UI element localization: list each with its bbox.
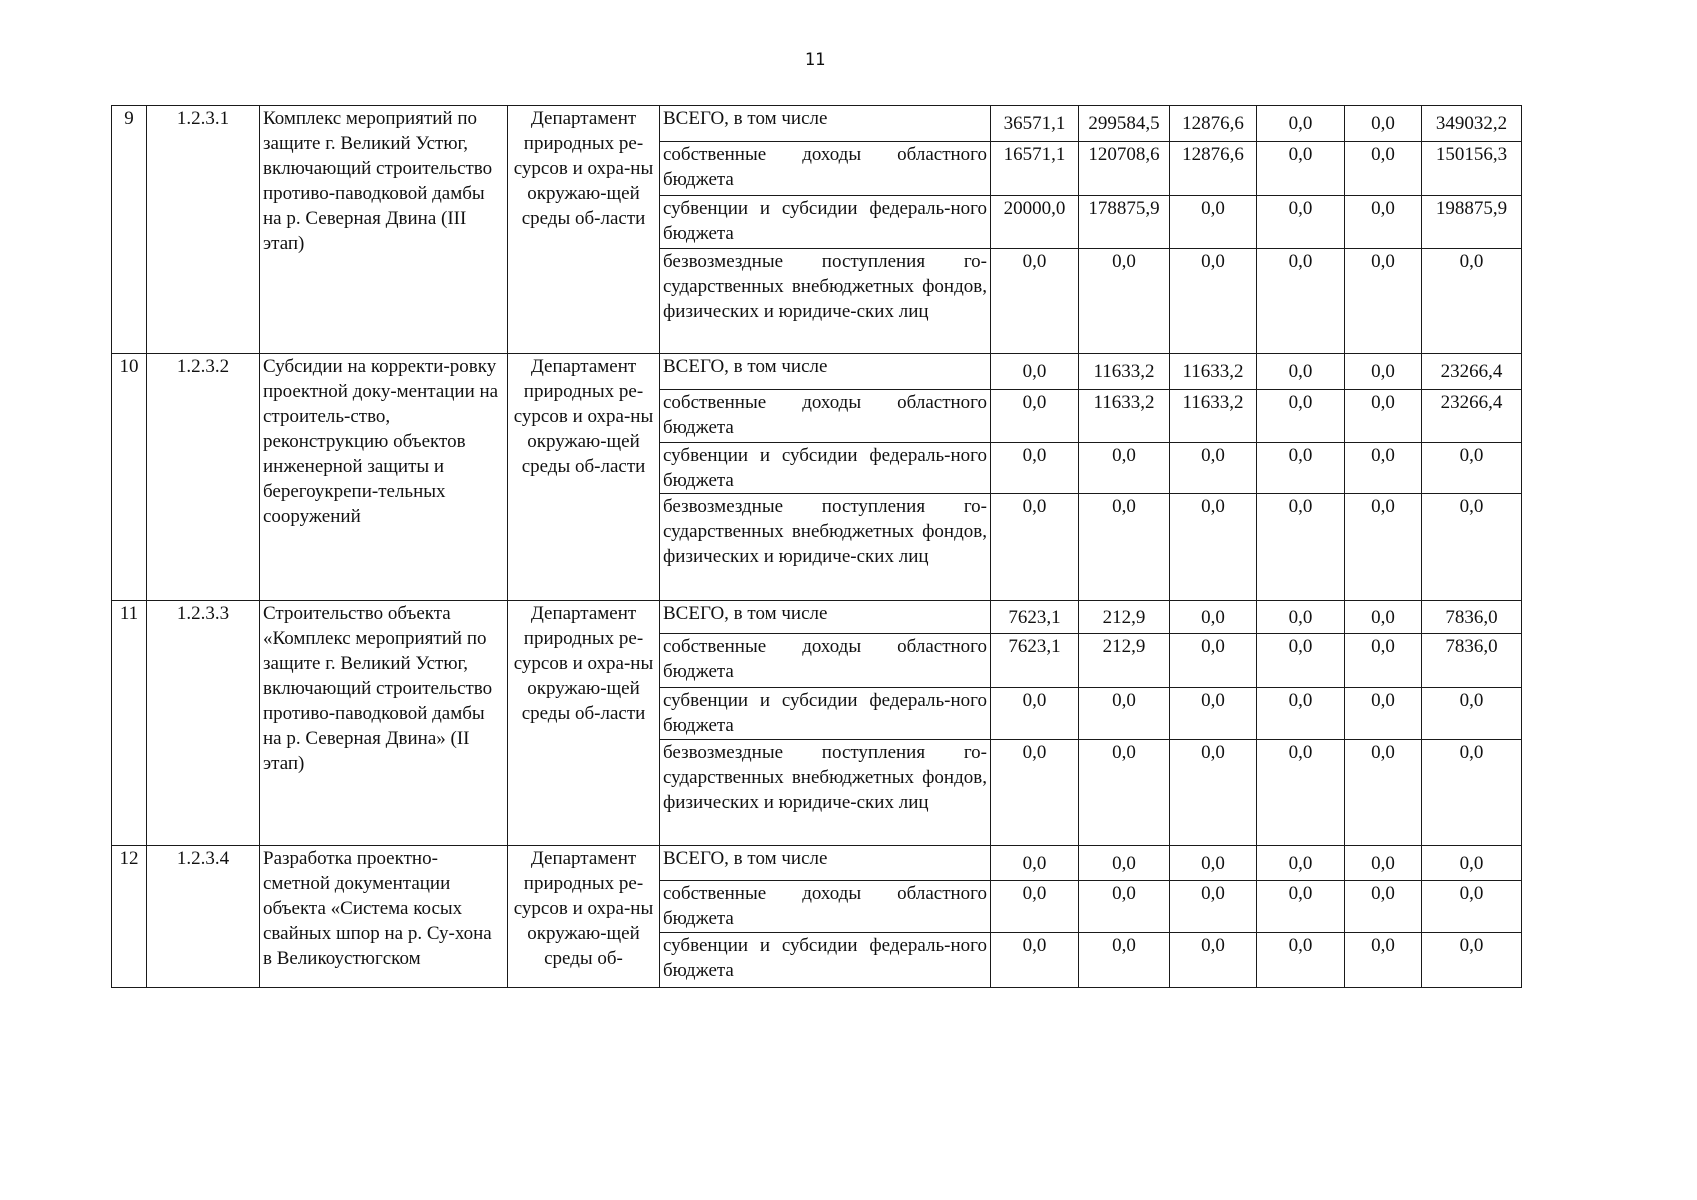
- value-cell: 11633,2: [1170, 354, 1257, 390]
- value-cell: 7623,1: [991, 634, 1079, 688]
- value-cell: 0,0: [1170, 846, 1257, 881]
- value-cell: 0,0: [1257, 443, 1345, 494]
- funding-source: собственные доходы областного бюджета: [660, 142, 991, 196]
- executor: Департамент природных ре-сурсов и охра-ны окружаю-щей среды об-ласти: [508, 106, 660, 354]
- value-total: 7836,0: [1422, 634, 1522, 688]
- value-cell: 0,0: [1170, 249, 1257, 354]
- value-cell: 0,0: [1257, 390, 1345, 443]
- value-cell: 0,0: [1170, 494, 1257, 601]
- value-cell: 120708,6: [1079, 142, 1170, 196]
- value-cell: 0,0: [991, 846, 1079, 881]
- value-total: 0,0: [1422, 249, 1522, 354]
- value-cell: 0,0: [1345, 354, 1422, 390]
- value-cell: 0,0: [1170, 196, 1257, 249]
- value-total: 23266,4: [1422, 354, 1522, 390]
- value-cell: 0,0: [991, 688, 1079, 740]
- value-cell: 0,0: [1079, 494, 1170, 601]
- table-row: [112, 106, 1522, 142]
- value-cell: 212,9: [1079, 634, 1170, 688]
- value-cell: 0,0: [1170, 443, 1257, 494]
- funding-source: субвенции и субсидии федераль-ного бюджета: [660, 688, 991, 740]
- funding-source: собственные доходы областного бюджета: [660, 881, 991, 933]
- value-cell: 0,0: [1345, 740, 1422, 846]
- value-total: 198875,9: [1422, 196, 1522, 249]
- value-cell: 20000,0: [991, 196, 1079, 249]
- funding-source: ВСЕГО, в том числе: [660, 354, 991, 390]
- value-cell: 0,0: [1079, 933, 1170, 988]
- budget-table: [111, 105, 1522, 988]
- value-cell: 0,0: [1170, 740, 1257, 846]
- value-cell: 0,0: [1079, 881, 1170, 933]
- value-cell: 0,0: [1257, 354, 1345, 390]
- value-cell: 299584,5: [1079, 106, 1170, 142]
- value-cell: 0,0: [1170, 634, 1257, 688]
- value-cell: 11633,2: [1079, 390, 1170, 443]
- measure-name: Строительство объекта «Комплекс мероприятий по защите г. Великий Устюг, включающий строительство противо-паводковой дамбы на р. Северная Двина» (II этап): [260, 601, 508, 846]
- measure-name: Разработка проектно-сметной документации объекта «Система косых свайных шпор на р. Су-хона в Великоустюгском: [260, 846, 508, 988]
- value-cell: 11633,2: [1079, 354, 1170, 390]
- value-cell: 0,0: [1079, 846, 1170, 881]
- funding-source: безвозмездные поступления го-сударственных внебюджетных фондов, физических и юридиче-ских лиц: [660, 494, 991, 601]
- value-cell: 0,0: [1170, 688, 1257, 740]
- value-cell: 0,0: [991, 494, 1079, 601]
- value-cell: 0,0: [1345, 601, 1422, 634]
- funding-source: ВСЕГО, в том числе: [660, 106, 991, 142]
- value-total: 0,0: [1422, 688, 1522, 740]
- value-cell: 0,0: [1257, 142, 1345, 196]
- value-cell: 0,0: [1257, 601, 1345, 634]
- value-cell: 0,0: [1345, 688, 1422, 740]
- measure-code: 1.2.3.2: [147, 354, 260, 601]
- value-cell: 0,0: [1257, 933, 1345, 988]
- measure-code: 1.2.3.1: [147, 106, 260, 354]
- funding-source: собственные доходы областного бюджета: [660, 390, 991, 443]
- value-cell: 0,0: [1079, 688, 1170, 740]
- value-cell: 0,0: [1257, 106, 1345, 142]
- value-cell: 0,0: [1345, 494, 1422, 601]
- table-row: [112, 354, 1522, 390]
- value-total: 23266,4: [1422, 390, 1522, 443]
- value-cell: 0,0: [1345, 846, 1422, 881]
- value-cell: 0,0: [1345, 634, 1422, 688]
- value-cell: 0,0: [991, 390, 1079, 443]
- value-total: 0,0: [1422, 881, 1522, 933]
- value-cell: 0,0: [1345, 249, 1422, 354]
- value-cell: 0,0: [1170, 601, 1257, 634]
- value-total: 0,0: [1422, 846, 1522, 881]
- table-row: [112, 846, 1522, 881]
- value-cell: 0,0: [1257, 494, 1345, 601]
- value-cell: 0,0: [991, 881, 1079, 933]
- value-cell: 178875,9: [1079, 196, 1170, 249]
- row-number: 9: [112, 106, 147, 354]
- value-cell: 0,0: [1345, 390, 1422, 443]
- funding-source: собственные доходы областного бюджета: [660, 634, 991, 688]
- value-cell: 0,0: [991, 443, 1079, 494]
- value-cell: 0,0: [1257, 196, 1345, 249]
- funding-source: субвенции и субсидии федераль-ного бюджета: [660, 443, 991, 494]
- value-cell: 0,0: [1345, 142, 1422, 196]
- value-cell: 0,0: [1345, 443, 1422, 494]
- funding-source: субвенции и субсидии федераль-ного бюджета: [660, 933, 991, 988]
- value-cell: 0,0: [1345, 881, 1422, 933]
- value-total: 0,0: [1422, 933, 1522, 988]
- value-cell: 0,0: [1257, 740, 1345, 846]
- value-cell: 7623,1: [991, 601, 1079, 634]
- measure-code: 1.2.3.4: [147, 846, 260, 988]
- value-total: 349032,2: [1422, 106, 1522, 142]
- measure-name: Субсидии на корректи-ровку проектной доку-ментации на строитель-ство, реконструкцию объектов инженерной защиты и берегоукрепи-тельных сооружений: [260, 354, 508, 601]
- value-total: 7836,0: [1422, 601, 1522, 634]
- page-number: 11: [804, 50, 826, 70]
- value-cell: 12876,6: [1170, 142, 1257, 196]
- value-cell: 0,0: [991, 933, 1079, 988]
- value-total: 0,0: [1422, 443, 1522, 494]
- value-cell: 12876,6: [1170, 106, 1257, 142]
- value-cell: 0,0: [1170, 933, 1257, 988]
- value-cell: 0,0: [1079, 249, 1170, 354]
- value-cell: 212,9: [1079, 601, 1170, 634]
- funding-source: ВСЕГО, в том числе: [660, 601, 991, 634]
- value-cell: 11633,2: [1170, 390, 1257, 443]
- value-cell: 16571,1: [991, 142, 1079, 196]
- table-row: [112, 601, 1522, 634]
- value-cell: 0,0: [1345, 106, 1422, 142]
- value-cell: 36571,1: [991, 106, 1079, 142]
- funding-source: безвозмездные поступления го-сударственных внебюджетных фондов, физических и юридиче-ских лиц: [660, 249, 991, 354]
- value-cell: 0,0: [1257, 881, 1345, 933]
- value-cell: 0,0: [1170, 881, 1257, 933]
- value-total: 150156,3: [1422, 142, 1522, 196]
- funding-source: безвозмездные поступления го-сударственных внебюджетных фондов, физических и юридиче-ских лиц: [660, 740, 991, 846]
- value-cell: 0,0: [991, 249, 1079, 354]
- executor: Департамент природных ре-сурсов и охра-ны окружаю-щей среды об-ласти: [508, 601, 660, 846]
- value-cell: 0,0: [1345, 196, 1422, 249]
- row-number: 12: [112, 846, 147, 988]
- measure-code: 1.2.3.3: [147, 601, 260, 846]
- value-cell: 0,0: [1079, 443, 1170, 494]
- value-total: 0,0: [1422, 494, 1522, 601]
- value-cell: 0,0: [1257, 634, 1345, 688]
- value-cell: 0,0: [1257, 249, 1345, 354]
- executor: Департамент природных ре-сурсов и охра-ны окружаю-щей среды об-ласти: [508, 354, 660, 601]
- funding-source: субвенции и субсидии федераль-ного бюджета: [660, 196, 991, 249]
- value-total: 0,0: [1422, 740, 1522, 846]
- value-cell: 0,0: [991, 354, 1079, 390]
- value-cell: 0,0: [1257, 846, 1345, 881]
- row-number: 11: [112, 601, 147, 846]
- value-cell: 0,0: [1345, 933, 1422, 988]
- value-cell: 0,0: [1257, 688, 1345, 740]
- row-number: 10: [112, 354, 147, 601]
- measure-name: Комплекс мероприятий по защите г. Великий Устюг, включающий строительство противо-паводковой дамбы на р. Северная Двина (III этап): [260, 106, 508, 354]
- executor: Департамент природных ре-сурсов и охра-ны окружаю-щей среды об-: [508, 846, 660, 988]
- value-cell: 0,0: [1079, 740, 1170, 846]
- value-cell: 0,0: [991, 740, 1079, 846]
- funding-source: ВСЕГО, в том числе: [660, 846, 991, 881]
- budget-table-body: [112, 106, 1522, 988]
